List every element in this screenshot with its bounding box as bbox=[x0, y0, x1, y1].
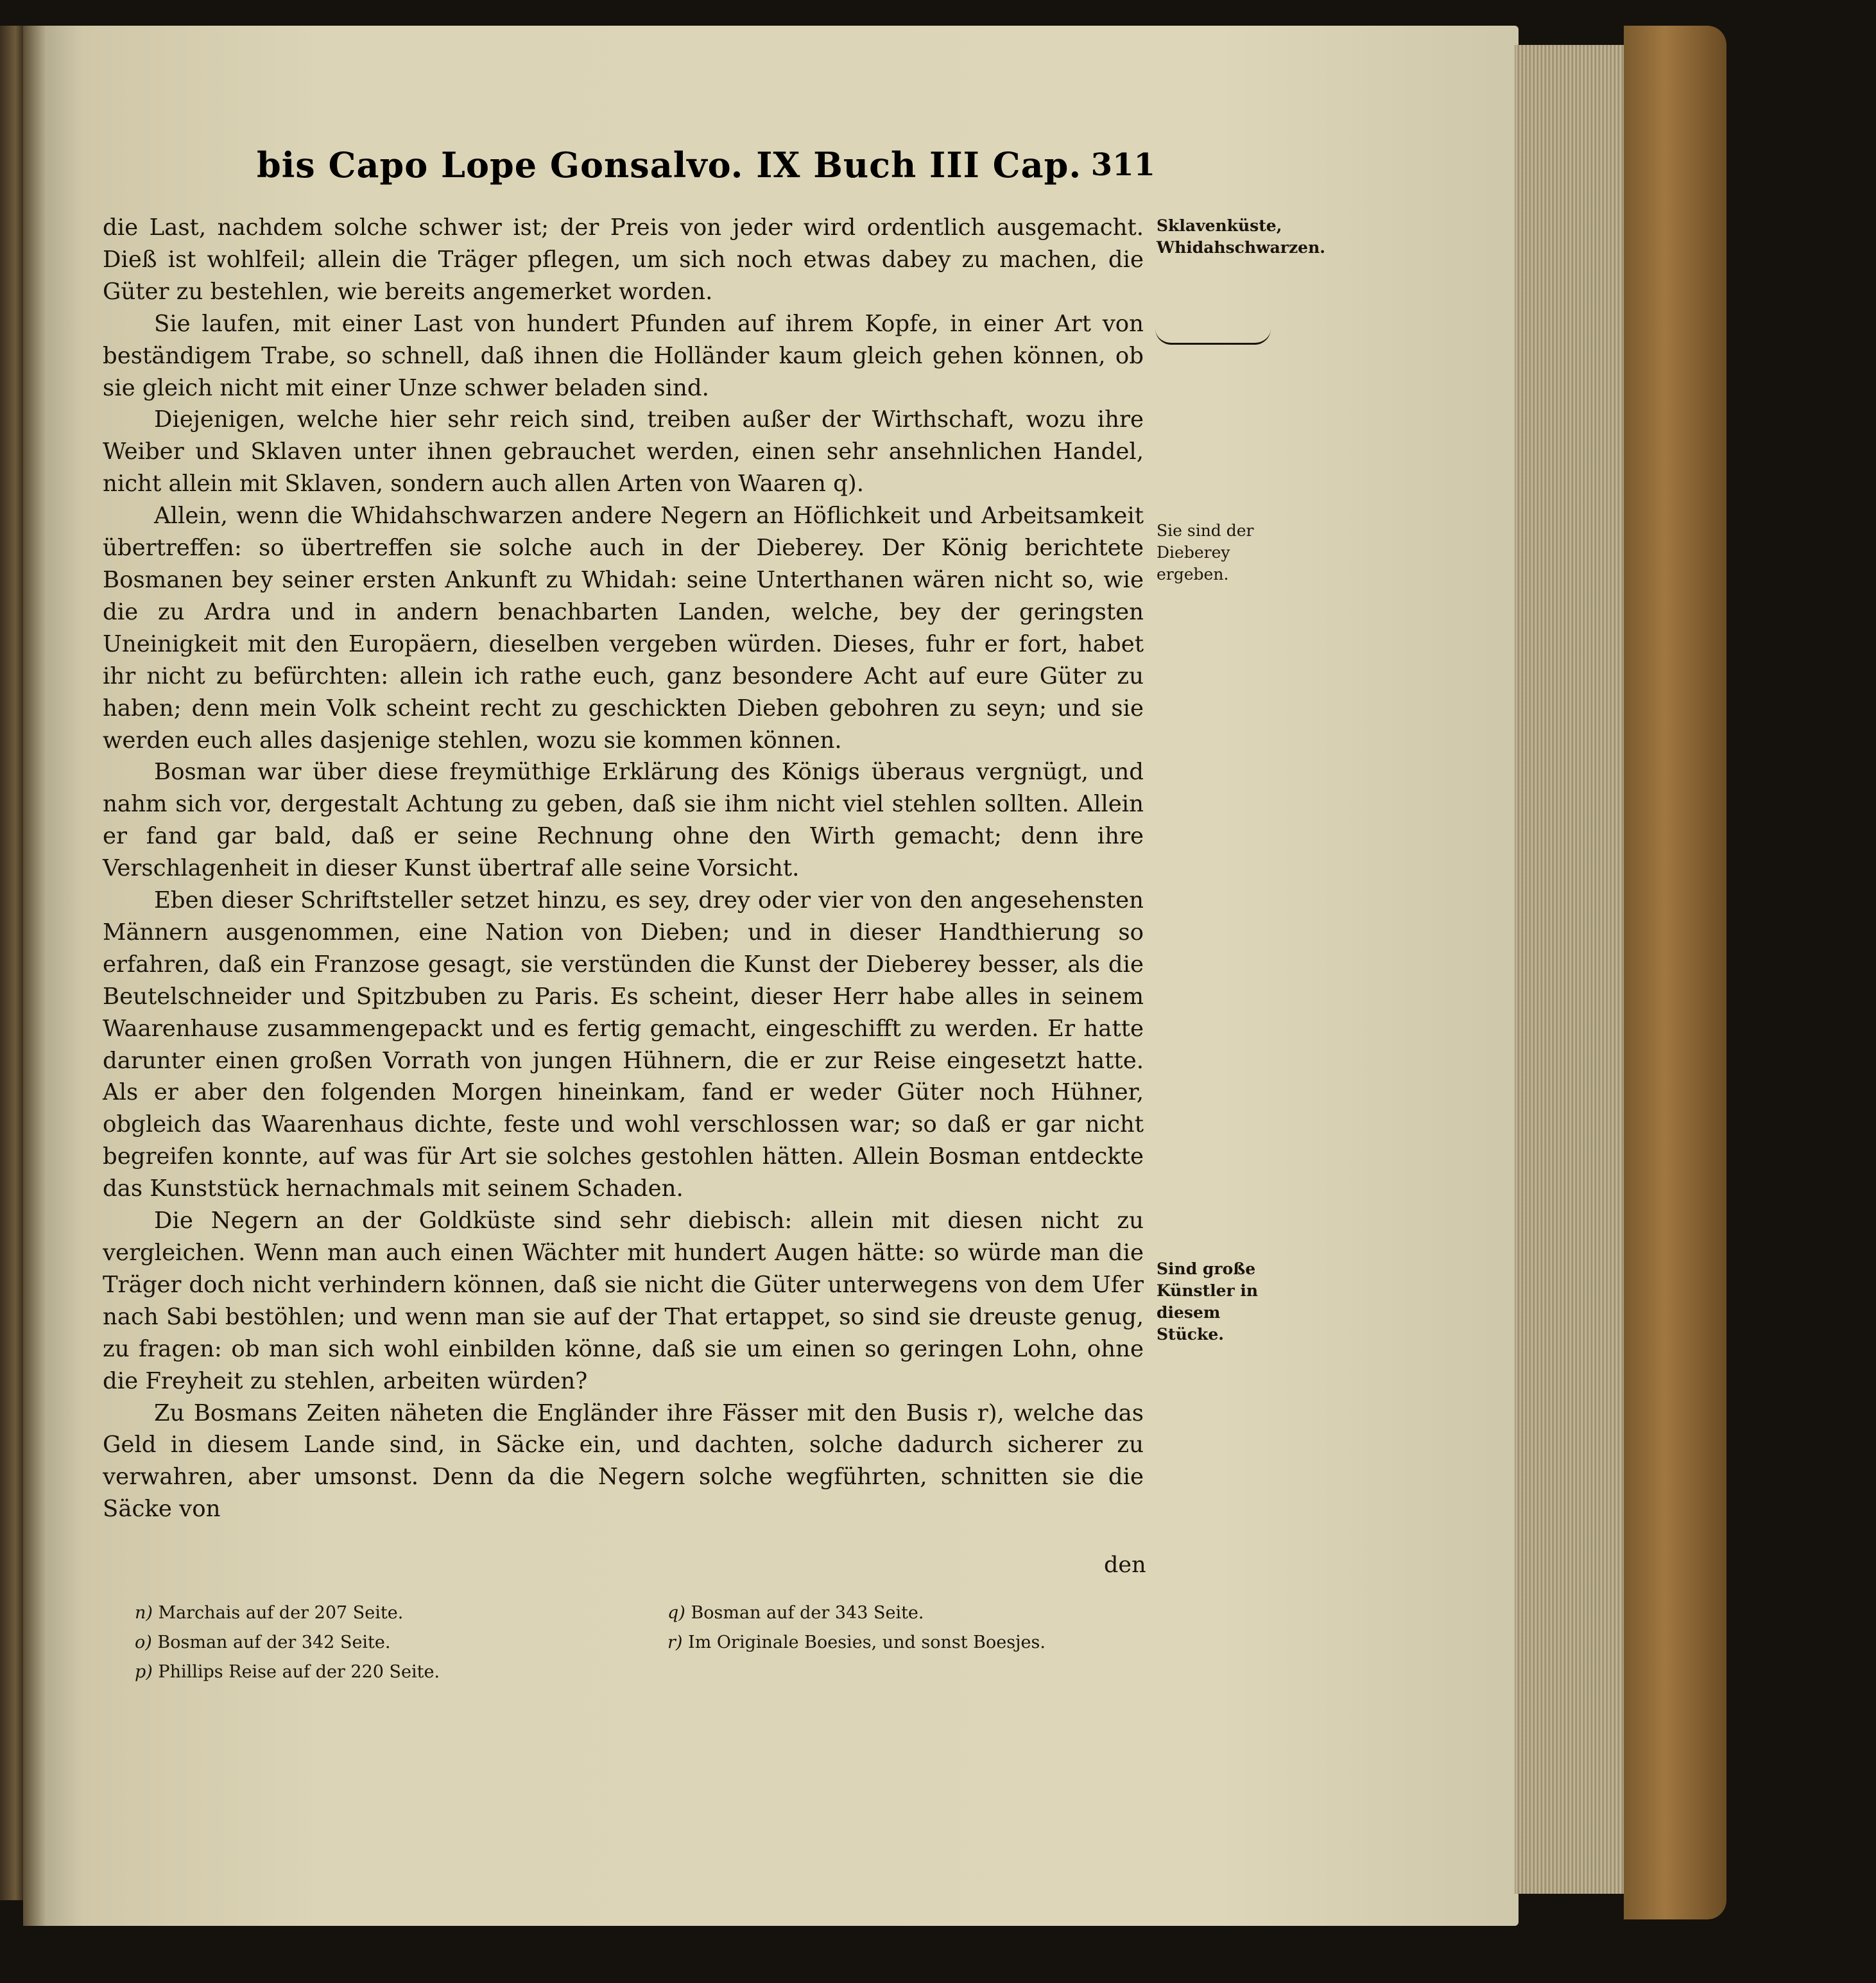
paragraph: Zu Bosmans Zeiten näheten die Engländer ihre Fässer mit den Busis r), welche das Geld in diesem Lande sind, in Säcke ein, und dachten, solche dadurch sicherer zu verwahren, aber umsonst. Denn da die Negern solche wegführten, schnitten sie die Säcke von bbox=[103, 1399, 1144, 1523]
footnotes-left bbox=[135, 1598, 648, 1687]
paragraph: Sie laufen, mit einer Last von hundert Pfunden auf ihrem Kopfe, in einer Art von beständigem Trabe, so schnell, daß ihnen die Holländer kaum gleich gehen können, ob sie gleich nicht mit einer Unze schwer beladen sind. bbox=[103, 310, 1144, 401]
paragraph: Allein, wenn die Whidahschwarzen andere Negern an Höflichkeit und Arbeitsamkeit übertreffen: so übertreffen sie solche auch in der Dieberey. Der König berichtete Bosmanen bey seiner ersten Ankunft zu Whidah: seine Unterthanen wären nicht so, wie die zu Ardra und in andern benachbarten Landen, welche, bey der geringsten Uneinigkeit mit den Europäern, dieselben vergeben würden. Dieses, fuhr er fort, habet ihr nicht zu befürchten: allein ich rathe euch, ganz besondere Acht auf eure Güter zu haben; denn mein Volk scheint recht zu geschickten Dieben gebohren zu seyn; und sie werden euch alles dasjenige stehlen, wozu sie kommen können. bbox=[103, 503, 1144, 754]
paragraph: die Last, nachdem solche schwer ist; der Preis von jeder wird ordentlich ausgemacht. Dieß ist wohlfeil; allein die Träger pflegen, um sich noch etwas dabey zu machen, die Güter zu bestehlen, wie bereits angemerket worden. bbox=[103, 214, 1144, 305]
footnote-mark: n) bbox=[135, 1603, 153, 1623]
footnote bbox=[135, 1658, 648, 1687]
footnote-text: Bosman auf der 342 Seite. bbox=[157, 1632, 391, 1652]
left-page-edge bbox=[0, 26, 26, 1900]
running-head-title: bis Capo Lope Gonsalvo. IX Buch III Cap. bbox=[257, 144, 1082, 186]
paragraph: Diejenigen, welche hier sehr reich sind, treiben außer der Wirthschaft, wozu ihre Weiber und Sklaven unter ihnen gebrauchet werden, einen sehr ansehnlichen Handel, nicht allein mit Sklaven, sondern auch allen Arten von Waaren q). bbox=[103, 406, 1144, 498]
footnote-mark: o) bbox=[135, 1632, 152, 1652]
footnote-mark: q) bbox=[667, 1603, 685, 1623]
running-head bbox=[257, 144, 1155, 196]
page-block-edges bbox=[1515, 45, 1630, 1894]
footnote bbox=[135, 1628, 648, 1658]
paragraph: Eben dieser Schriftsteller setzet hinzu, es sey, drey oder vier von den angesehensten Männern ausgenommen, eine Nation von Dieben; und in dieser Handthierung so erfahren, daß ein Franzose gesagt, sie verstünden die Kunst der Dieberey besser, als die Beutelschneider und Spitzbuben zu Paris. Es scheint, dieser Herr habe alles in seinem Waarenhause zusammengepackt und es fertig gemacht, eingeschifft zu werden. Er hatte darunter einen großen Vorrath von jungen Hühnern, die er zur Reise eingesetzt hatte. Als er aber den folgenden Morgen hineinkam, fand er weder Güter noch Hühner, obgleich das Waarenhaus dichte, feste und wohl verschlossen war; so daß er gar nicht begreifen konnte, auf was für Art sie solches gestohlen hätten. Allein Bosman entdeckte das Kunststück hernachmals mit seinem Schaden. bbox=[103, 887, 1144, 1202]
catchword: den bbox=[1104, 1552, 1146, 1578]
marginal-note-sklavenkueste: Sklavenküste, Whidahschwarzen. bbox=[1157, 216, 1325, 257]
footnote-text: Im Originale Boesies, und sonst Boesjes. bbox=[688, 1632, 1046, 1652]
page-number: 311 bbox=[1090, 147, 1155, 183]
footnote-text: Marchais auf der 207 Seite. bbox=[158, 1603, 404, 1623]
paragraph: Die Negern an der Goldküste sind sehr diebisch: allein mit diesen nicht zu vergleichen. Wenn man auch einen Wächter mit hundert Augen hätte: so würde man die Träger doch nicht verhindern können, daß sie nicht die Güter unterwegens von dem Ufer nach Sabi bestöhlen; und wenn man sie auf der That ertappet, so sind sie dreuste genug, zu fragen: ob man sich wohl einbilden könne, daß sie um einen so geringen Lohn, ohne die Freyheit zu stehlen, arbeiten würden? bbox=[103, 1208, 1144, 1394]
footnote bbox=[667, 1598, 1155, 1628]
footnote bbox=[667, 1628, 1155, 1658]
main-text bbox=[103, 212, 1144, 1525]
footnote bbox=[135, 1598, 648, 1628]
page-gutter bbox=[23, 26, 45, 1926]
footnote-text: Bosman auf der 343 Seite. bbox=[691, 1603, 924, 1623]
footnote-text: Phillips Reise auf der 220 Seite. bbox=[158, 1662, 440, 1682]
paragraph: Bosman war über diese freymüthige Erklärung des Königs überaus vergnügt, und nahm sich vor, dergestalt Achtung zu geben, daß sie ihm nicht viel stehlen sollten. Allein er fand gar bald, daß er seine Rechnung ohne den Wirth gemacht; denn ihre Verschlagenheit in dieser Kunst übertraf alle seine Vorsicht. bbox=[103, 759, 1144, 882]
footnotes-right bbox=[667, 1598, 1155, 1658]
marginal-note-dieberey: Sie sind der Dieberey ergeben. bbox=[1157, 521, 1254, 584]
marginal-note-kuenstler: Sind große Künstler in diesem Stücke. bbox=[1157, 1260, 1259, 1344]
margin-brace bbox=[1155, 329, 1271, 345]
footnote-mark: r) bbox=[667, 1632, 683, 1652]
footnote-mark: p) bbox=[135, 1662, 153, 1682]
book-cover-edge bbox=[1624, 26, 1726, 1919]
